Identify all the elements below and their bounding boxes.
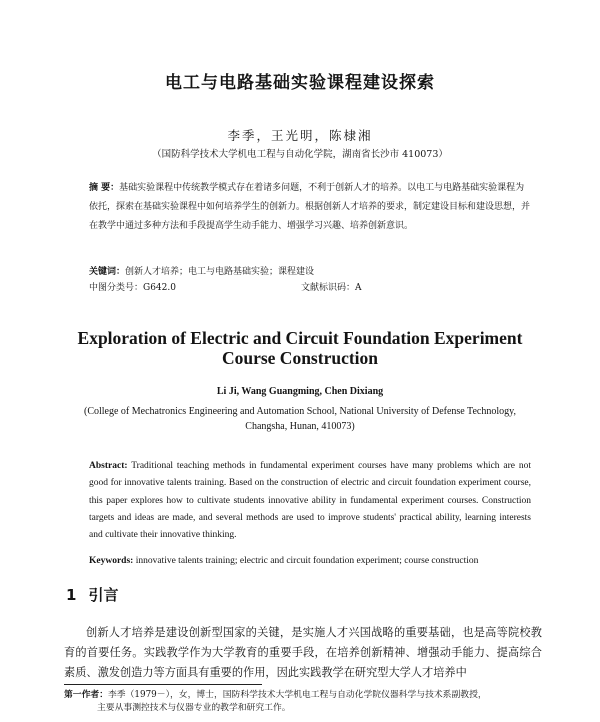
section-number: 1 [66, 586, 77, 604]
class-number-value: G642.0 [143, 283, 176, 293]
english-keywords [89, 554, 549, 568]
english-abstract-text: Traditional teaching methods in fundamental experiment courses have many problems which are not good for innovative talents training. Based on the construction of electric and circuit foundation experiment course, this paper explores how to cultivate students innovative ability in fundamental experiment courses. Construction targets and ideas are made, and several methods are used to improve students' practical ability, learning interests and cultivate their innovative thinking. [89, 461, 531, 541]
english-abstract [89, 458, 531, 544]
classification-row [89, 281, 531, 295]
chinese-title: 电工与电路基础实验课程建设探索 [165, 73, 435, 93]
intro-paragraph: 创新人才培养是建设创新型国家的关键，是实施人才兴国战略的重要基础，也是高等院校教育的首要任务。实践教学作为大学教育的重要手段，在培养创新精神、增强动手能力、提高综合素质、激发创造力等方面具有重要的作用，因此实践教学在研究型大学人才培养中 [64, 626, 542, 679]
footnote-divider [64, 684, 262, 685]
section-heading [66, 584, 118, 605]
document-code [301, 281, 362, 295]
english-authors: Li Ji, Wang Guangming, Chen Dixiang [216, 386, 384, 397]
class-number-label: 中图分类号： [89, 283, 144, 293]
chinese-keywords [89, 265, 531, 279]
section-title: 引言 [88, 586, 119, 604]
chinese-abstract-text: 基础实验课程中传统教学模式存在着诸多问题，不利于创新人才的培养。以电工与电路基础实验课程为依托，探索在基础实验课程中如何培养学生的创新力。根据创新人才培养的要求，制定建设目标和建设思想，并在教学中通过多种方法和手段提高学生动手能力、增强学习兴趣、培养创新意识。 [89, 183, 531, 231]
english-affiliation-line1: (College of Mechatronics Engineering and Automation School, National University of Defense Technology, [84, 406, 516, 417]
footnote [64, 689, 544, 715]
chinese-abstract [89, 179, 531, 236]
document-code-value: A [355, 283, 362, 293]
english-keywords-text: innovative talents training; electric and circuit foundation experiment; course construction [135, 556, 479, 566]
footnote-line2: 主要从事测控技术与仪器专业的教学和研究工作。 [97, 703, 291, 713]
chinese-authors: 李季，王光明，陈棣湘 [227, 128, 373, 143]
english-keywords-label: Keywords: [89, 556, 134, 566]
footnote-line1: 李季（1979－），女，博士，国防科学技术大学机电工程与自动化学院仪器科学与技术系副教授， [108, 690, 487, 700]
chinese-abstract-label: 摘 要： [89, 183, 120, 193]
english-title-line2: Course Construction [221, 348, 379, 368]
document-code-label: 文献标识码： [301, 283, 356, 293]
chinese-affiliation: （国防科学技术大学机电工程与自动化学院，湖南省长沙市 410073） [152, 149, 448, 160]
english-affiliation-line2: Changsha, Hunan, 410073) [245, 421, 355, 432]
footnote-label: 第一作者： [64, 690, 108, 700]
english-title [0, 328, 600, 368]
english-abstract-label: Abstract: [89, 461, 128, 471]
english-affiliation [70, 404, 530, 434]
english-title-line1: Exploration of Electric and Circuit Foundation Experiment [77, 328, 523, 348]
chinese-keywords-text: 创新人才培养；电工与电路基础实验；课程建设 [125, 267, 315, 277]
chinese-keywords-label: 关键词： [89, 267, 126, 277]
